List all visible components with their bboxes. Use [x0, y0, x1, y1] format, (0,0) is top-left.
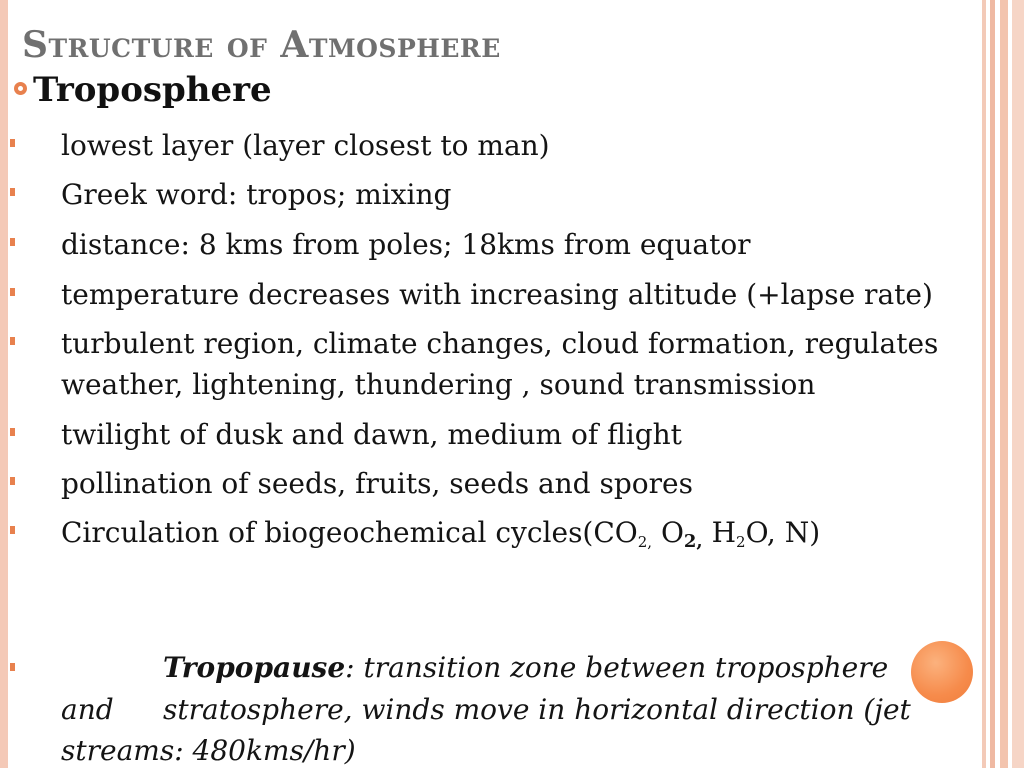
bullet-text: pollination of seeds, fruits, seeds and spores: [61, 467, 693, 500]
section-heading: [14, 70, 272, 110]
h2o-subscript: 2: [736, 533, 746, 551]
bullet-marker-icon: [10, 526, 15, 534]
bullet-marker-icon: [10, 337, 15, 345]
bullet-list: [0, 125, 990, 563]
bullet-item: [0, 174, 990, 215]
tropopause-line-1: [163, 651, 888, 684]
bullet-text: temperature decreases with increasing altitude (+lapse rate): [61, 278, 933, 311]
bullet-item: [0, 125, 990, 166]
cycles-prefix: Circulation of biogeochemical cycles(CO: [61, 516, 638, 549]
bullet-text: turbulent region, climate changes, cloud formation, regulates weather, lightening, thundering , sound transmission: [61, 327, 939, 401]
bullet-text: Greek word: tropos; mixing: [61, 178, 452, 211]
bullet-marker-icon: [10, 288, 15, 296]
bullet-marker-icon: [10, 139, 15, 147]
tropopause-line-3: streams: 480kms/hr): [61, 734, 356, 767]
oxygen-symbol: O: [652, 516, 684, 549]
cycles-suffix: O, N): [745, 516, 821, 549]
tropopause-line-2: stratosphere, winds move in horizontal direction (jet: [163, 693, 911, 726]
bullet-item: [0, 274, 990, 315]
hydrogen-symbol: H: [702, 516, 737, 549]
bullet-item: [0, 463, 990, 504]
bullet-marker-icon: [10, 428, 15, 436]
bullet-item: [0, 414, 990, 455]
tropopause-line-2-word: and: [61, 693, 114, 726]
tropopause-definition: : transition zone between troposphere: [345, 651, 889, 684]
bullet-marker-icon: [10, 238, 15, 246]
o2-subscript: 2,: [683, 531, 703, 552]
heading-text: Troposphere: [33, 70, 272, 110]
bullet-marker-icon: [10, 663, 15, 671]
slide-title: Structure of Atmosphere: [22, 24, 501, 66]
bullet-marker-icon: [10, 188, 15, 196]
bullet-item: [0, 224, 990, 265]
bullet-text: distance: 8 kms from poles; 18kms from equator: [61, 228, 751, 261]
bullet-text: twilight of dusk and dawn, medium of flight: [61, 418, 682, 451]
bullet-item: [0, 323, 990, 405]
ring-bullet-icon: [14, 82, 27, 95]
slide-nav-button[interactable]: [911, 641, 973, 703]
bullet-text: lowest layer (layer closest to man): [61, 129, 550, 162]
tropopause-term: Tropopause: [163, 651, 346, 684]
bullet-marker-icon: [10, 477, 15, 485]
bullet-item-cycles: [0, 512, 990, 563]
co2-subscript: 2,: [637, 533, 653, 551]
